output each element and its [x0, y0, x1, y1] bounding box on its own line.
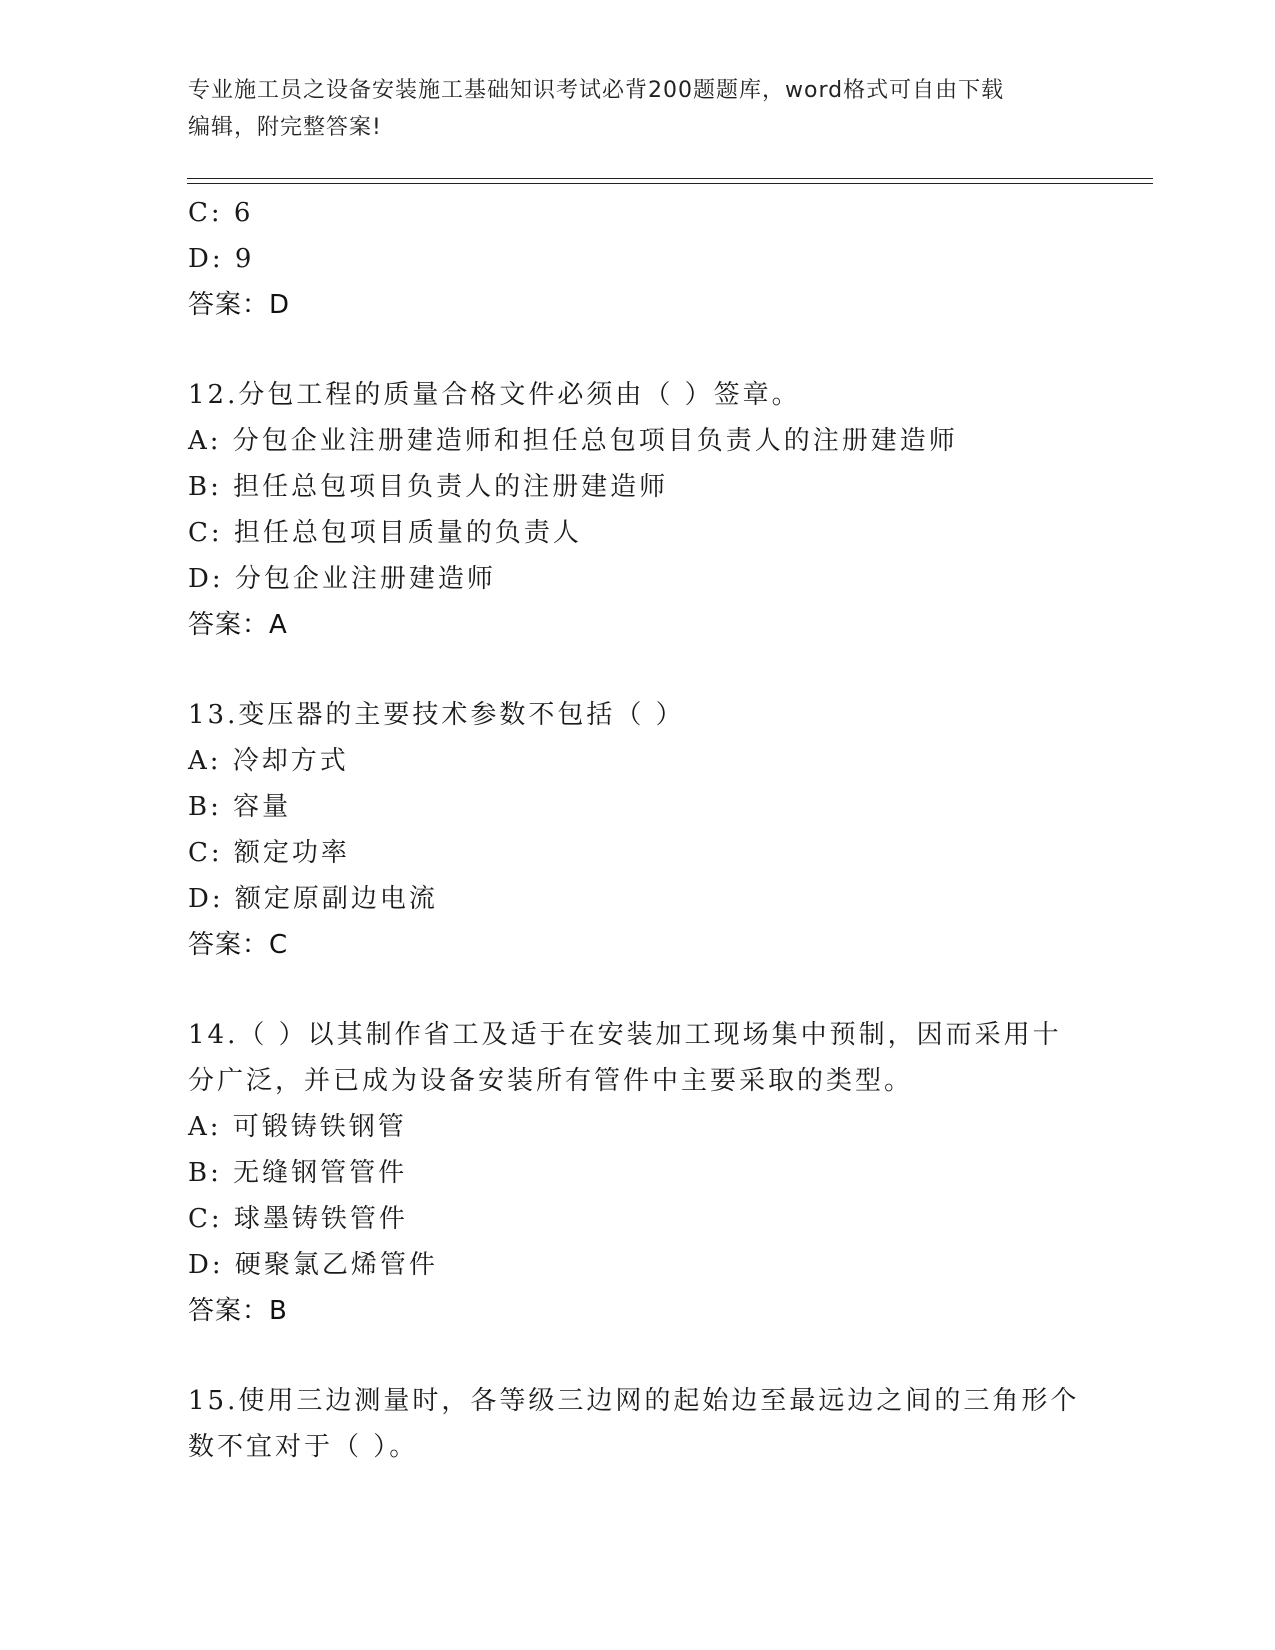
- question-block-11: [188, 190, 1088, 328]
- question-text-line2: 分广泛，并已成为设备安装所有管件中主要采取的类型。: [188, 1066, 914, 1096]
- spacer: [188, 968, 1088, 1012]
- spacer: [188, 1334, 1088, 1378]
- question-block-14: [188, 1012, 1088, 1334]
- option-d: D: 9: [188, 244, 255, 274]
- option-a: A: 可锻铸铁钢管: [188, 1112, 407, 1142]
- spacer: [188, 328, 1088, 372]
- option-b: B: 容量: [188, 792, 292, 822]
- option-d: D: 分包企业注册建造师: [188, 564, 496, 594]
- question-block-12: [188, 372, 1088, 648]
- question-text: 12.分包工程的质量合格文件必须由（ ）签章。: [188, 380, 801, 410]
- question-text-line1: 14.（ ）以其制作省工及适于在安装加工现场集中预制，因而采用十: [188, 1020, 1062, 1050]
- option-d: D: 硬聚氯乙烯管件: [188, 1250, 438, 1280]
- question-text-line2: 数不宜对于（ ）。: [188, 1432, 419, 1462]
- question-list: [188, 190, 1088, 1470]
- answer-line: 答案：B: [188, 1296, 288, 1326]
- answer-line: 答案：A: [188, 610, 288, 640]
- option-b: B: 担任总包项目负责人的注册建造师: [188, 472, 669, 502]
- option-d: D: 额定原副边电流: [188, 884, 438, 914]
- header-title-line2: 编辑，附完整答案!: [188, 115, 382, 140]
- answer-line: 答案：D: [188, 290, 291, 320]
- spacer: [188, 648, 1088, 692]
- option-c: C: 6: [188, 198, 254, 228]
- page-header: [188, 72, 1068, 146]
- option-c: C: 额定功率: [188, 838, 350, 868]
- answer-line: 答案：C: [188, 930, 289, 960]
- option-a: A: 分包企业注册建造师和担任总包项目负责人的注册建造师: [188, 426, 958, 456]
- option-b: B: 无缝钢管管件: [188, 1158, 408, 1188]
- option-c: C: 球墨铸铁管件: [188, 1204, 408, 1234]
- question-block-13: [188, 692, 1088, 968]
- header-title-line1: 专业施工员之设备安装施工基础知识考试必背200题题库，word格式可自由下载: [188, 78, 1005, 103]
- question-block-15: [188, 1378, 1088, 1470]
- question-text-line1: 15.使用三边测量时，各等级三边网的起始边至最远边之间的三角形个: [188, 1386, 1080, 1416]
- option-c: C: 担任总包项目质量的负责人: [188, 518, 582, 548]
- header-divider-bottom: [187, 183, 1153, 184]
- option-a: A: 冷却方式: [188, 746, 349, 776]
- question-text: 13.变压器的主要技术参数不包括（ ）: [188, 700, 685, 730]
- header-divider-top: [187, 178, 1153, 179]
